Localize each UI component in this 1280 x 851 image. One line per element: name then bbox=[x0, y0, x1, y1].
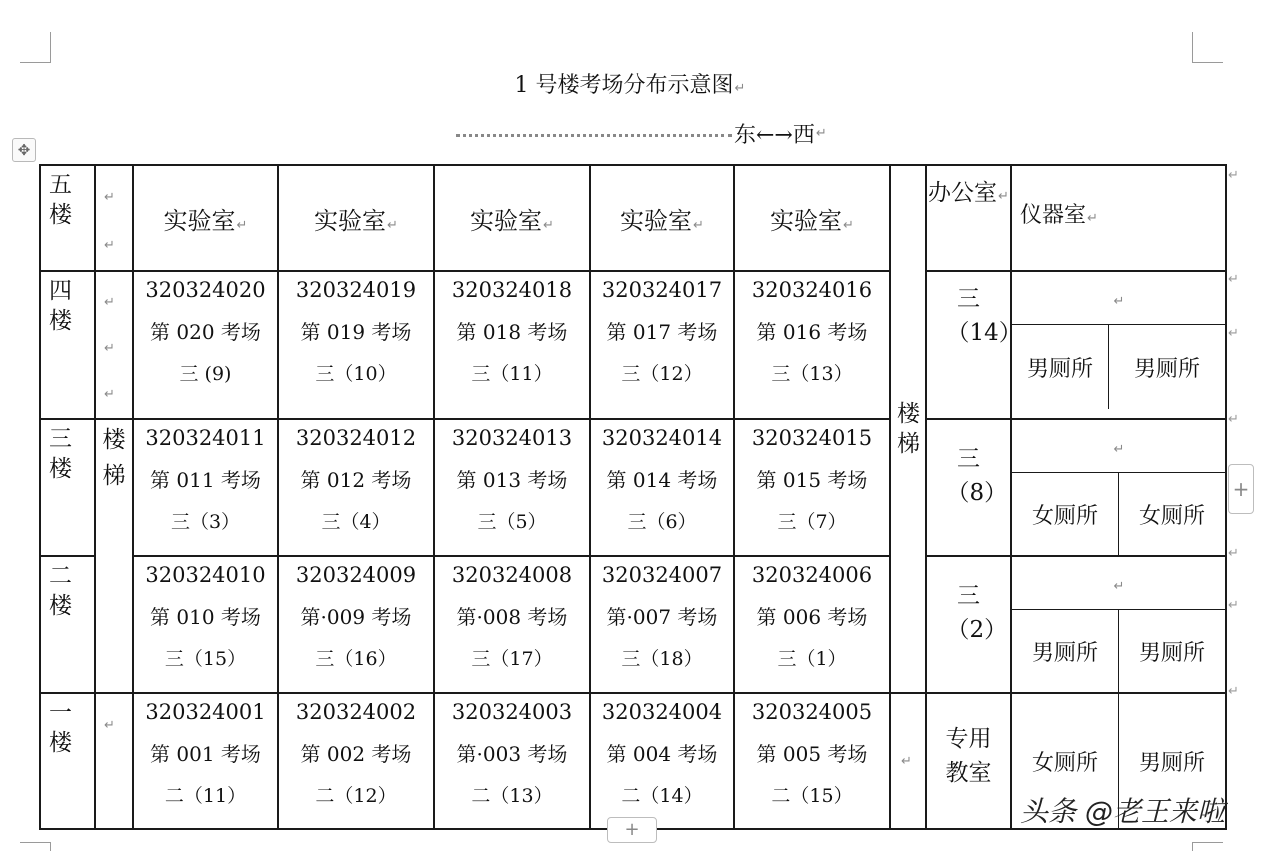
crop-mark-top-left bbox=[20, 32, 51, 63]
exam-room-cell: 320324001 第 001 考场 二（11） bbox=[133, 693, 278, 829]
document-title: 1 号楼考场分布示意图↵ bbox=[514, 73, 746, 98]
restroom-men: 男厕所 bbox=[1012, 325, 1109, 409]
dotted-leader bbox=[456, 134, 732, 137]
restroom-empty-cell: ↵ bbox=[1012, 420, 1225, 473]
add-row-button[interactable]: + bbox=[607, 817, 657, 843]
restroom-women: 女厕所 bbox=[1012, 473, 1119, 555]
restroom-group-f3 bbox=[1011, 419, 1226, 556]
exam-room-cell: 320324007 第·007 考场 三（18） bbox=[590, 556, 734, 693]
exam-room-cell: 320324015 第 015 考场 三（7） bbox=[734, 419, 890, 556]
restroom-men: 男厕所 bbox=[1138, 640, 1205, 666]
restroom-group-f2 bbox=[1011, 556, 1226, 693]
lab-room: 实验室↵ bbox=[434, 165, 590, 271]
lab-room: 实验室↵ bbox=[278, 165, 434, 271]
lab-room: 实验室↵ bbox=[734, 165, 890, 271]
restroom-men: 男厕所 bbox=[1138, 750, 1205, 776]
floor-label-5: 五楼 bbox=[40, 165, 95, 271]
lab-room: 实验室↵ bbox=[133, 165, 278, 271]
special-classroom: 专用教室 bbox=[926, 693, 1011, 829]
lab-room: 实验室↵ bbox=[590, 165, 734, 271]
row-third-floor bbox=[40, 419, 1226, 556]
restroom-women: 女厕所 bbox=[1138, 503, 1205, 529]
restroom-men: 男厕所 bbox=[1133, 356, 1200, 382]
row-end-mark: ↵ bbox=[1228, 598, 1239, 613]
east-room-f4: 三（14） bbox=[926, 271, 1011, 419]
exam-room-cell: 320324013 第 013 考场 三（5） bbox=[434, 419, 590, 556]
row-end-mark: ↵ bbox=[1228, 684, 1239, 699]
direction-label: 东←→西 bbox=[734, 123, 815, 148]
restroom-empty-cell: ↵ bbox=[1012, 272, 1225, 325]
stair-bottom-cell: ↵ bbox=[890, 693, 926, 829]
floor-label-4: 四楼 bbox=[40, 271, 95, 419]
exam-room-cell: 320324011 第 011 考场 三（3） bbox=[133, 419, 278, 556]
corridor-cell: ↵ ↵ ↵ bbox=[95, 271, 133, 419]
row-end-mark: ↵ bbox=[1228, 168, 1239, 183]
exam-room-cell: 320324016 第 016 考场 三（13） bbox=[734, 271, 890, 419]
exam-room-cell: 320324014 第 014 考场 三（6） bbox=[590, 419, 734, 556]
exam-room-cell: 320324004 第 004 考场 二（14） bbox=[590, 693, 734, 829]
west-stairwell: 楼梯 bbox=[95, 419, 133, 693]
row-end-mark: ↵ bbox=[1228, 326, 1239, 341]
row-end-mark: ↵ bbox=[1228, 272, 1239, 287]
row-fourth-floor bbox=[40, 271, 1226, 419]
east-stairwell: 楼梯 bbox=[890, 165, 926, 693]
instrument-room: 仪器室↵ bbox=[1011, 165, 1226, 271]
exam-room-cell: 320324008 第·008 考场 三（17） bbox=[434, 556, 590, 693]
row-second-floor bbox=[40, 556, 1226, 693]
exam-room-cell: 320324005 第 005 考场 二（15） bbox=[734, 693, 890, 829]
exam-room-table bbox=[39, 164, 1227, 830]
row-end-mark: ↵ bbox=[1228, 412, 1239, 427]
floor-label-3: 三楼 bbox=[40, 419, 95, 556]
exam-room-cell: 320324006 第 006 考场 三（1） bbox=[734, 556, 890, 693]
east-room-f2: 三（2） bbox=[926, 556, 1011, 693]
restroom-men: 男厕所 bbox=[1012, 610, 1119, 692]
restroom-women: 女厕所 bbox=[1012, 694, 1119, 828]
east-room-f3: 三（8） bbox=[926, 419, 1011, 556]
restroom-group-f4 bbox=[1011, 271, 1226, 419]
exam-room-cell: 320324003 第·003 考场 二（13） bbox=[434, 693, 590, 829]
row-fifth-floor bbox=[40, 165, 1226, 271]
row-end-mark: ↵ bbox=[1228, 546, 1239, 561]
exam-room-cell: 320324010 第 010 考场 三（15） bbox=[133, 556, 278, 693]
exam-room-cell: 320324017 第 017 考场 三（12） bbox=[590, 271, 734, 419]
corridor-cell: ↵ bbox=[95, 693, 133, 829]
direction-indicator: 东←→西 ↵ bbox=[456, 118, 827, 149]
exam-room-cell: 320324002 第 002 考场 二（12） bbox=[278, 693, 434, 829]
exam-room-cell: 320324019 第 019 考场 三（10） bbox=[278, 271, 434, 419]
add-column-button[interactable]: + bbox=[1228, 464, 1254, 514]
exam-room-cell: 320324020 第 020 考场 三 (9) bbox=[133, 271, 278, 419]
floor-label-1: 一楼 bbox=[40, 693, 95, 829]
exam-room-cell: 320324018 第 018 考场 三（11） bbox=[434, 271, 590, 419]
table-move-handle-icon[interactable]: ✥ bbox=[12, 138, 36, 162]
restroom-empty-cell: ↵ bbox=[1012, 557, 1225, 610]
exam-room-cell: 320324012 第 012 考场 三（4） bbox=[278, 419, 434, 556]
crop-mark-top-right bbox=[1192, 32, 1223, 63]
floor-label-2: 二楼 bbox=[40, 556, 95, 693]
exam-room-cell: 320324009 第·009 考场 三（16） bbox=[278, 556, 434, 693]
watermark: 头条 @老王来啦 bbox=[1020, 795, 1225, 828]
corridor-cell: ↵ ↵ bbox=[95, 165, 133, 271]
office-room: 办公室↵ bbox=[926, 165, 1011, 271]
